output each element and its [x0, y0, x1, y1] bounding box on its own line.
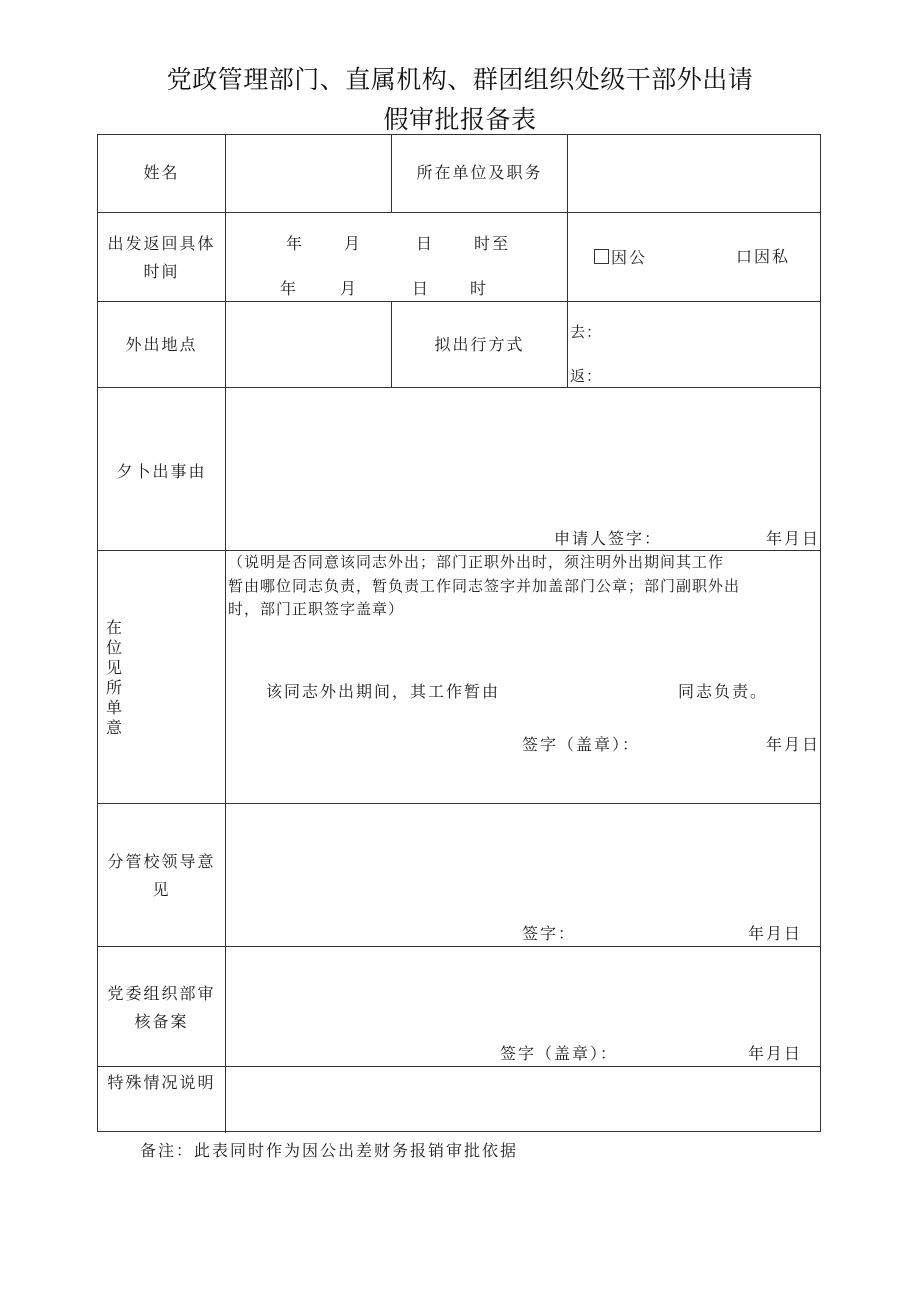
- row-divider: [98, 550, 820, 551]
- return-label: 返：: [570, 367, 603, 385]
- name-field[interactable]: [226, 135, 391, 212]
- leader-opinion-date: 年月日: [748, 924, 803, 943]
- time-label-line1: 出发返回具体: [107, 234, 216, 253]
- start-hour-to-unit: 时至: [474, 234, 511, 253]
- end-hour-unit: 时: [470, 279, 489, 298]
- private-business-option[interactable]: 口因私: [736, 247, 791, 266]
- column-divider: [567, 212, 568, 301]
- unit-opinion-char: 在: [105, 618, 122, 637]
- unit-opinion-char: 见: [105, 658, 122, 677]
- unit-position-label: 所在单位及职务: [416, 163, 543, 182]
- transport-label: 拟出行方式: [434, 335, 525, 354]
- reason-label: 夕卜出事由: [116, 462, 207, 481]
- unit-opinion-note-line2: 暂由哪位同志负责，暂负责工作同志签字并加盖部门公章；部门副职外出: [228, 577, 741, 595]
- special-circumstances-label: 特殊情况说明: [107, 1073, 216, 1092]
- unit-opinion-date: 年月日: [766, 735, 821, 754]
- applicant-date: 年月日: [766, 529, 821, 548]
- org-review-label-line1: 党委组织部审: [107, 984, 216, 1003]
- place-label: 外出地点: [125, 335, 198, 354]
- place-field[interactable]: [226, 301, 391, 387]
- row-divider: [98, 212, 820, 213]
- acting-prefix: 该同志外出期间，其工作暂由: [266, 682, 501, 701]
- org-sign-seal-label: 签字（盖章）：: [500, 1044, 619, 1063]
- end-year-unit: 年: [280, 279, 299, 298]
- column-divider: [567, 301, 568, 387]
- end-day-unit: 日: [412, 279, 431, 298]
- unit-opinion-note-line3: 时，部门正职签字盖章）: [228, 600, 405, 618]
- unit-opinion-char: 位: [105, 638, 122, 657]
- start-month-unit: 月: [344, 234, 363, 253]
- name-label: 姓名: [143, 163, 180, 182]
- footer-remark: 备注：此表同时作为因公出差财务报销审批依据: [140, 1141, 519, 1160]
- acting-suffix: 同志负责。: [678, 682, 769, 701]
- time-label-line2: 时间: [143, 262, 180, 281]
- start-year-unit: 年: [286, 234, 305, 253]
- leader-opinion-label-line1: 分管校领导意: [107, 852, 216, 871]
- checkbox-icon[interactable]: [594, 249, 609, 264]
- public-business-option[interactable]: [594, 249, 647, 266]
- go-label: 去：: [570, 323, 603, 341]
- special-circumstances-field[interactable]: [226, 1067, 821, 1131]
- row-divider: [98, 301, 820, 302]
- reason-field[interactable]: [226, 388, 821, 528]
- leader-signature-label: 签字：: [522, 924, 577, 943]
- org-review-label: [98, 980, 225, 1036]
- unit-opinion-char: 所: [105, 678, 122, 697]
- approval-form-table: [97, 134, 821, 1132]
- unit-opinion-char: 单: [105, 698, 122, 717]
- unit-position-field[interactable]: [568, 135, 821, 212]
- leader-opinion-label: [98, 848, 225, 904]
- leader-opinion-field[interactable]: [226, 804, 821, 922]
- public-business-label: 因公: [611, 248, 648, 267]
- start-day-unit: 日: [416, 234, 435, 253]
- document-title-line1: 党政管理部门、直属机构、群团组织处级干部外出请: [166, 65, 754, 94]
- unit-opinion-char: 意: [105, 718, 122, 737]
- org-review-field[interactable]: [226, 947, 821, 1043]
- leader-opinion-label-line2: 见: [152, 880, 171, 899]
- acting-person-field[interactable]: [506, 680, 674, 702]
- unit-sign-seal-label: 签字（盖章）：: [522, 735, 641, 754]
- time-label: [98, 230, 225, 286]
- org-review-date: 年月日: [748, 1044, 803, 1063]
- end-month-unit: 月: [340, 279, 359, 298]
- document-title-line2: 假审批报备表: [383, 105, 537, 134]
- applicant-signature-label: 申请人签字：: [554, 529, 663, 548]
- unit-opinion-note-line1: （说明是否同意该同志外出；部门正职外出时，须注明外出期间其工作: [228, 553, 725, 571]
- org-review-label-line2: 核备案: [134, 1012, 189, 1031]
